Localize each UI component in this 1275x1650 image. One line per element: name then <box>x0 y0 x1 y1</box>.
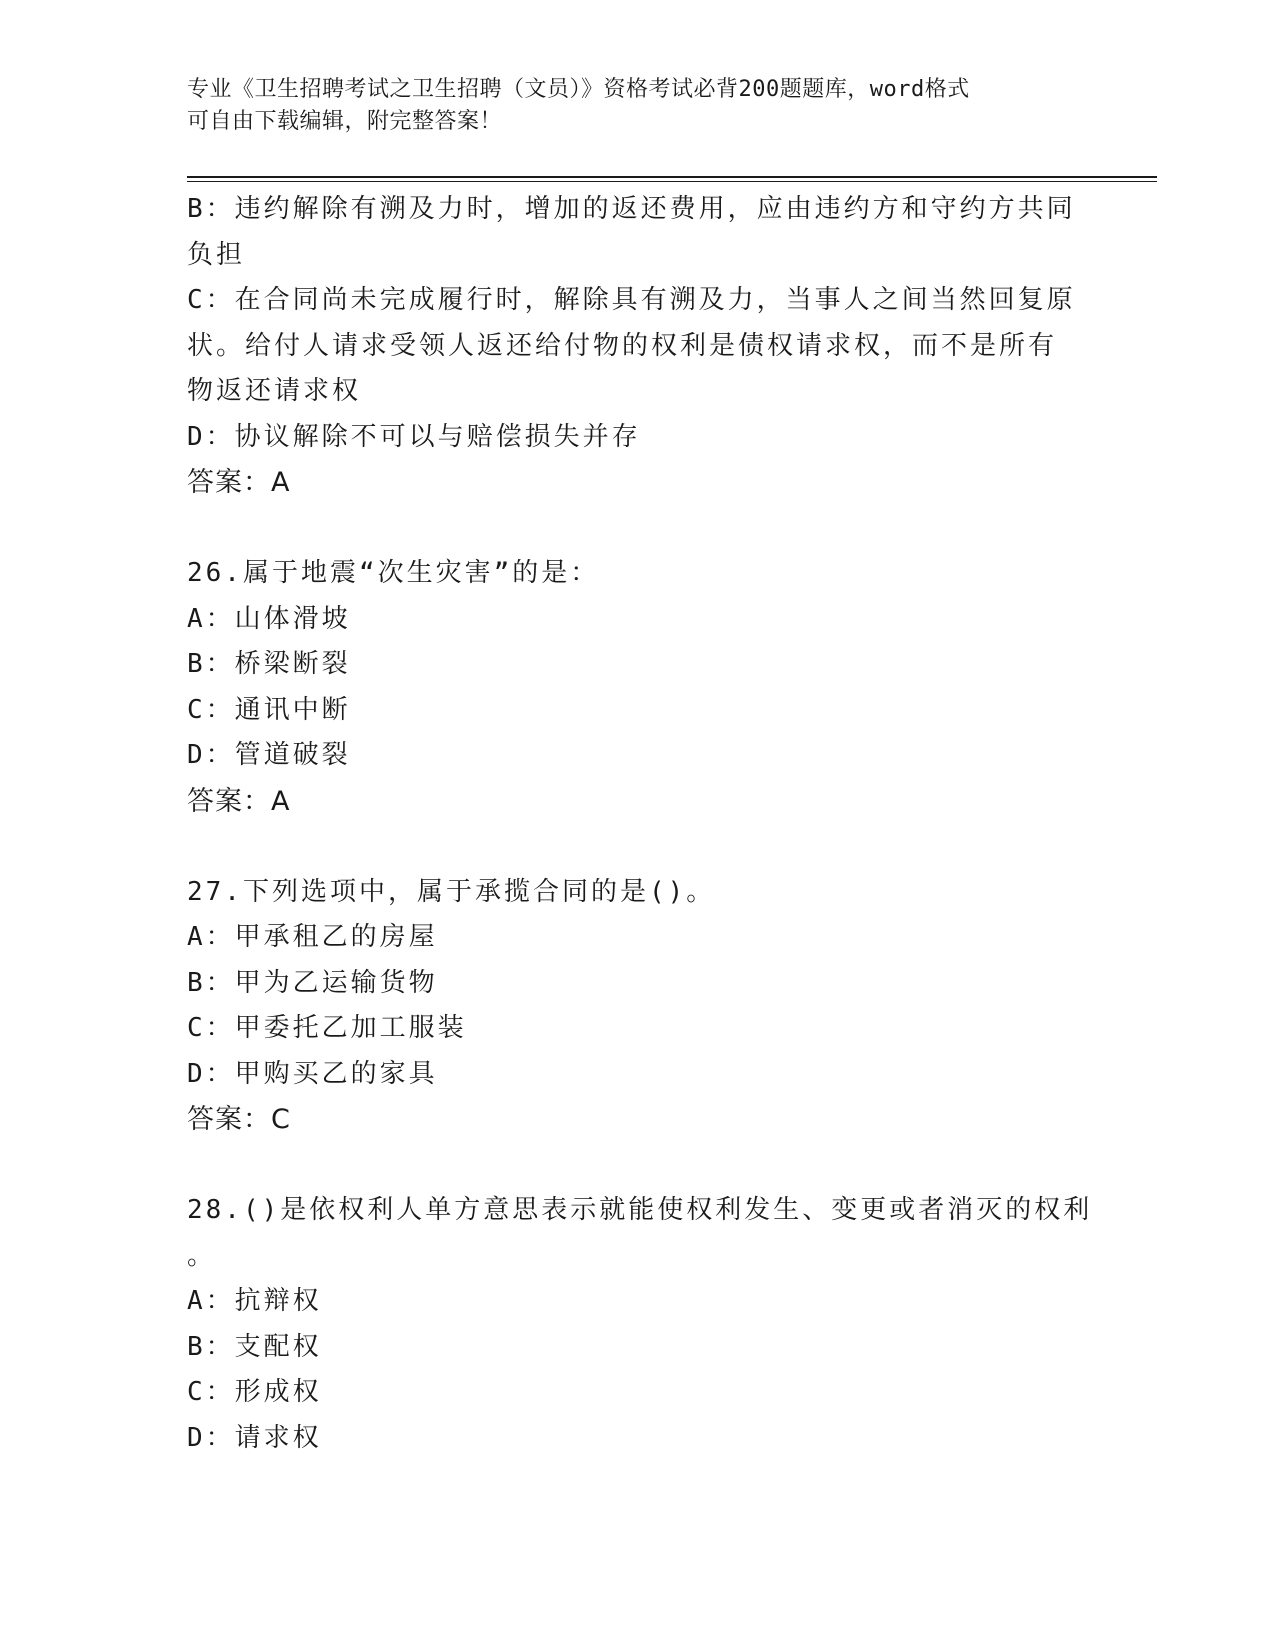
question-title: 26.属于地震“次生灾害”的是： <box>187 558 600 588</box>
question-title: 27.下列选项中，属于承揽合同的是()。 <box>187 876 716 907</box>
answer: 答案：C <box>187 1104 291 1135</box>
option-c: C：通讯中断 <box>187 694 351 725</box>
option-c-line-2: 状。给付人请求受领人返还给付物的权利是债权请求权，而不是所有 <box>187 330 1058 361</box>
option-c: C：甲委托乙加工服装 <box>187 1013 467 1043</box>
option-a: A：抗辩权 <box>187 1286 322 1316</box>
question-25-continued <box>187 187 1087 506</box>
answer: 答案：A <box>187 785 291 817</box>
question-27 <box>187 870 1087 1143</box>
question-title-line-2: 。 <box>187 1240 217 1271</box>
option-b: B：甲为乙运输货物 <box>187 967 438 998</box>
question-title-line-1: 28.()是依权利人单方意思表示就能使权利发生、变更或者消灭的权利 <box>187 1195 1093 1225</box>
header-divider-thin <box>187 181 1157 182</box>
option-d: D：请求权 <box>187 1422 322 1453</box>
option-d: D：甲购买乙的家具 <box>187 1058 438 1089</box>
question-28 <box>187 1188 1093 1461</box>
answer: 答案：A <box>187 467 291 498</box>
header-line-1: 专业《卫生招聘考试之卫生招聘（文员）》资格考试必背200题题库，word格式 <box>187 77 970 102</box>
option-d: D：协议解除不可以与赔偿损失并存 <box>187 421 641 452</box>
option-c-line-3: 物返还请求权 <box>187 376 362 406</box>
option-b: B：桥梁断裂 <box>187 649 351 679</box>
header-line-2: 可自由下载编辑，附完整答案！ <box>187 109 503 134</box>
option-b-line-1: B：违约解除有溯及力时，增加的返还费用，应由违约方和守约方共同 <box>187 194 1076 224</box>
option-b: B：支配权 <box>187 1331 322 1362</box>
option-a: A：山体滑坡 <box>187 603 351 634</box>
option-c: C：形成权 <box>187 1377 322 1407</box>
question-26 <box>187 551 1087 824</box>
option-d: D：管道破裂 <box>187 740 351 770</box>
option-b-line-2: 负担 <box>187 239 246 270</box>
option-a: A：甲承租乙的房屋 <box>187 922 438 952</box>
option-c-line-1: C：在合同尚未完成履行时，解除具有溯及力，当事人之间当然回复原 <box>187 285 1076 315</box>
document-header <box>187 74 1067 138</box>
document-body <box>187 187 1093 1461</box>
header-divider-thick <box>187 176 1157 178</box>
